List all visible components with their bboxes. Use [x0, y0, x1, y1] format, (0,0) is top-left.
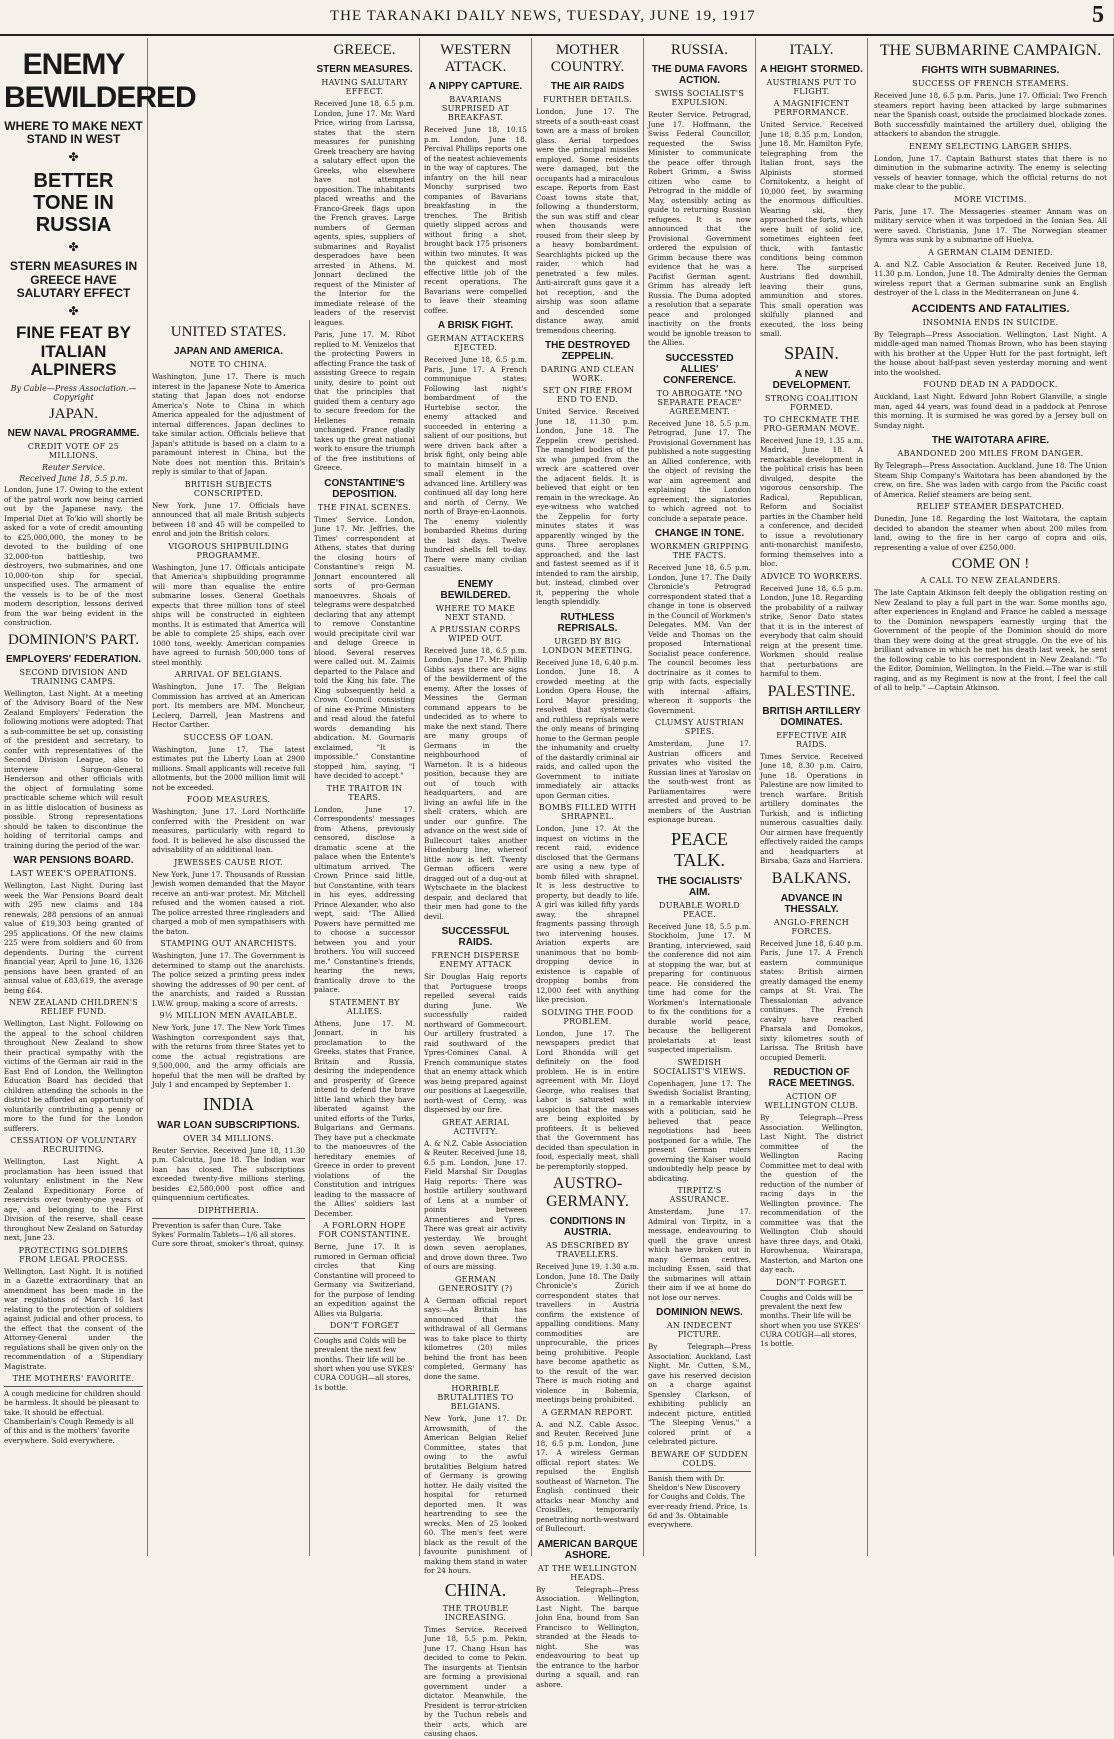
- article-body: A. & N.Z. Cable Association & Reuter. Received June 18, 6.5 p.m. London, June 17. Field Marshal Sir Douglas Haig reports: There was hostile artillery southward of Lens at a number of points between Armentieres and Ypres. There was great air activity yesterday. We brought down seven aeroplanes, and drove down three. Two of ours are missing.: [424, 1138, 527, 1271]
- subhead: STRONG COALITION FORMED.: [764, 393, 859, 412]
- subhead-last-week: LAST WEEK'S OPERATIONS.: [10, 869, 137, 878]
- subhead: ANGLO-FRENCH FORCES.: [773, 917, 850, 936]
- ad-heading: DON'T FORGET.: [775, 1277, 848, 1287]
- subhead-legal-process: PROTECTING SOLDIERS FROM LEGAL PROCESS.: [18, 1245, 129, 1264]
- subhead: HAVING SALUTARY EFFECT.: [321, 78, 408, 96]
- subhead: CONDITIONS IN AUSTRIA.: [549, 1216, 626, 1238]
- section-dominions-part: DOMINION'S PART.: [8, 631, 139, 648]
- article-body: Reuter Service. Petrograd, June 17. Hoffmann, the Swiss Federal Councillor, requested the Swiss Minister to communicate the peace offer through Robert Grimm, a Swiss citizen who came to Petrograd in the middle of May, ostensibly acting as guide to returning Russian refugees. It is now announced that the Provisional Government ordered the expulsion of Grimm because there was evidence that he was a Pacifist German agent. Grimm has already left Russia. The Duma adopted a resolution that a separate peace and prolonged inactivity on the fronts would be ignoble treason to the Allies.: [648, 110, 751, 347]
- article-body: Wellington, Last Night. It is notified in a Gazette extraordinary that an amendment has been made in the war regulations of March 16 last relating to the protection of soldiers against judicial and other process, to the effect that the consent of the Attorney-General under the regulations shall be given only on the recommendation of a Stipendiary Magistrate.: [4, 1266, 143, 1371]
- article-body: Received June 18, 6.5 p.m. Paris, June 17. A French communique states: Following last night's bombardment of the Hurtebise sector, the enemy attacked and succeeded in entering a salient of our positions, but were driven back after a brisk fight, only being able to maintain himself in a small element in the advanced line. Artillery was continued all day long here and north of Cerny. We north of Braye-en-Laonnois. The enemy violently bombarded Rheims during the last days. Twelve hundred shells fell to-day. There were many civilian casualties.: [424, 355, 527, 573]
- subhead: STATEMENT BY ALLIES.: [329, 997, 400, 1016]
- subhead-children-fund: NEW ZEALAND CHILDREN'S RELIEF FUND.: [9, 998, 138, 1016]
- subhead: STERN MEASURES.: [316, 64, 413, 75]
- article-body: London, June 17. Captain Bathurst states that there is no diminution in the submarine activity. The enemy is selecting vessels of heavier tonnage, which the official returns do not make clear to the public.: [874, 153, 1107, 191]
- article-body: A. and N.Z. Cable Association & Reuter. Received June 18, 11.30 p.m. London, June 18. The Admiralty denies the German wireless report that a German submarine sunk an English destroyer of the L class in the Mediterranean on June 4.: [874, 259, 1107, 297]
- article-body: Reuter Service. Received June 18, 11.30 p.m. Calcutta, June 18. The Indian war loan has closed. The subscriptions exceeded twenty-five millions sterling, besides £2,580,000 post office and quinquennium certificates.: [152, 1145, 305, 1202]
- article-body: Received June 19, 1.30 a.m. London, June 18. The Daily Chronicle's Zurich correspondent states that travellers in Austria confirm the existence of appalling conditions. Many commodities are unprocurable, the prices being prohibitive. People have become apathetic as to the result of the war. There is much rioting and violence in Bohemia, meetings being prohibited.: [536, 1262, 639, 1404]
- subhead: GREAT AERIAL ACTIVITY.: [442, 1117, 509, 1136]
- subhead: A FORLORN HOPE FOR CONSTANTINE.: [318, 1221, 411, 1239]
- section-india: INDIA: [203, 1093, 254, 1114]
- article-body: Received June 18, 6.5 p.m. London, June 17. Mr. Ward Price, wiring from Larissa, states that the stern measures for punishing Greek treachery are having a salutary effect upon the Greeks, who elsewhere have not attempted opposition. The inhabitants placed wreaths and the Franco-Greek flags upon the French graves. Large numbers of German agents, spies, suppliers of submarines and Royalist desperadoes have been arrested in Athens. M. Jonnart declined the request of the Minister of the Interior for the immediate release of the leaders of the reservist leagues.: [314, 99, 415, 327]
- section-china: CHINA.: [444, 1579, 507, 1600]
- article-body: Washington, June 17. Officials anticipate that America's shipbuilding programme will more than equalise the entire submarine losses. General Goethals expects that three million tons of steel ships will be constructed in eighteen months. It is estimated that America will be able to complete 25 ships, each over 1000 tons, weekly. American companies have agreed to furnish 500,000 tons of steel monthly.: [152, 562, 305, 667]
- subhead: THE FINAL SCENES.: [317, 502, 412, 512]
- subhead: FRENCH DISPERSE ENEMY ATTACK: [431, 951, 520, 969]
- subhead: BRITISH SUBJECTS CONSCRIPTED.: [184, 479, 273, 498]
- subhead: THE WAITOTARA AFIRE.: [931, 435, 1050, 446]
- section-palestine: PALESTINE.: [767, 682, 856, 700]
- subhead: SWEDISH SOCIALIST'S VIEWS.: [653, 1057, 746, 1076]
- article-body: London, June 17. At the inquest on victims in the recent raid, evidence disclosed that the Germans are using a new type of bomb filled with shrapnel. It is less destructive to property, but deadly to life. A girl was killed fifty yards away, the shrapnel fragments passing through two intervening houses. Aviation experts are unanimous that no bomb-dropping device in existence is capable of dropping bombs from 12,000 feet with anything like precision.: [536, 824, 639, 1004]
- subhead-naval-programme: NEW NAVAL PROGRAMME.: [7, 428, 140, 439]
- subhead: ENEMY BEWILDERED.: [440, 578, 511, 601]
- subhead: SET ON FIRE FROM END TO END.: [542, 386, 633, 404]
- column-4: [420, 38, 532, 1738]
- section-mother-country: MOTHER COUNTRY.: [550, 42, 625, 75]
- subhead: THE DUMA FAVORS ACTION.: [651, 64, 748, 86]
- article-body: Times Service. Received June 18, 5.5 p.m. Pekin, June 17. Chang Hsun has decided to come to Pekin. The insurgents at Tientsin are forming a provisional government under a dictator. Meanwhile, the President is terror-stricken by the Tuchun rebels and their acts, which are causing chaos.: [424, 1624, 527, 1738]
- article-body: New York, June 17. Dr. Arrowsmith, of the American Belgian Relief Committee, states that owing to the awful brutalities Belgium hatred of Germany is growing hotter. He daily visited the hospital for returned deported men. It was heartrending to see the wrecks. Men of 25 looked 60. The men's feet were black as the result of the favourite punishment of making them stand in water for 24 hours.: [424, 1414, 527, 1575]
- subhead-credit-vote: CREDIT VOTE OF 25 MILLIONS.: [27, 442, 120, 460]
- article-body: Auckland, Last Night. Edward John Robert Glanville, a single man, aged 44 years, was found dead in a paddock at Penrose this morning. It is surmised he was gored by a Jersey bull on Sunday night.: [874, 392, 1107, 430]
- article-body: New York, June 17. Officials have announced that all male British subjects between 18 and 45 will be compelled to enrol and join the British colors.: [152, 500, 305, 538]
- subhead: ACTION OF WELLINGTON CLUB.: [764, 1092, 859, 1110]
- subhead: WAR LOAN SUBSCRIPTIONS.: [157, 1119, 300, 1131]
- subhead: A PRUSSIAN CORPS WIPED OUT.: [430, 624, 521, 643]
- subhead: ENEMY SELECTING LARGER SHIPS.: [908, 141, 1073, 151]
- subhead: AT THE WELLINGTON HEADS.: [537, 1563, 638, 1582]
- article-body: By Telegraph—Press Association. Wellington, Last Night. The barque John Ena, bound from San Francisco to Wellington, stranded at the Heads to-night. She was endeavouring to beat up the entrance to the harbor during a squall, and ran ashore.: [536, 1584, 639, 1689]
- article-body: Washington, June 17. The latest estimates put the Liberty Loan at 2900 millions. Small applicants will receive full allotments, but the 2000 million limit will not be exceeded.: [152, 744, 305, 792]
- subhead: A GERMAN REPORT.: [541, 1407, 634, 1417]
- subhead: OVER 34 MILLIONS.: [183, 1133, 274, 1143]
- headline-where-next-stand: WHERE TO MAKE NEXT STAND IN WEST: [4, 119, 143, 147]
- column-2: [148, 320, 310, 1556]
- column-6: [644, 38, 756, 1556]
- ornament: ✤: [68, 240, 79, 255]
- section-balkans: BALKANS.: [771, 869, 852, 887]
- article-body: Received June 18, 6.40 p.m. Paris, June 17. A French eastern communique states: British airmen greatly damaged the enemy camps at St. Vrai. The Thessalonian advance continues. The French cavalry have reached Pharsala and Domokos, sixty kilometres south of Larissa. The British have occupied Demerli.: [760, 938, 863, 1062]
- subhead: TO ABROGATE "NO SEPARATE PEACE" AGREEMENT.: [656, 388, 743, 416]
- subhead: SUCCESS OF FRENCH STEAMERS.: [912, 79, 1069, 88]
- article-body: London, June 17. The streets of a south-east coast town are a mass of broken glass. Aerial torpedoes were the principal missiles employed. Some residents were damaged, but the occupants had a miraculous escape. Reports from East Coast towns state that, following a thunderstorm, the sun was stiff and clear when thousands were roused from their sleep by a heavy bombardment. Searchlights picked up the raider, which had penetrated a few miles. Anti-aircraft guns gave it a hot reception, and the airship was soon aflame and descended some distance away, amid tremendous cheering.: [536, 107, 639, 335]
- dateline: Reuter Service.: [41, 463, 106, 472]
- article-body: Received June 18, 5.5 p.m. Stockholm, June 17. M Branting, interviewed, said the conference did not aim at stopping the war, but at preparing for continuous peace. He considered the time had come for the Workmen's Internationale to fix the conditions for a durable world peace, because the belligerent proletariats at least suspected imperialism.: [648, 921, 751, 1054]
- subhead: SWISS SOCIALIST'S EXPULSION.: [654, 89, 745, 107]
- subhead: A BRISK FIGHT.: [437, 320, 514, 331]
- article-body: By Telegraph—Press Association. Auckland, Last Night. Mr. Cutten, S.M., gave his reserved decision on a charge against Spensley Clarkson, of exhibiting publicly an indecent picture, entitled "The Sleeping Venus," a colored print of a celebrated picture.: [648, 1342, 751, 1446]
- section-peace-talk: PEACE TALK.: [670, 828, 728, 870]
- headline-stern-measures-greece: STERN MEASURES IN GREECE HAVE SALUTARY EFFECT: [9, 259, 138, 300]
- dateline: Received June 18, 5.5 p.m.: [19, 474, 128, 483]
- section-greece: GREECE.: [333, 42, 396, 58]
- subhead: A MAGNIFICENT PERFORMANCE.: [773, 99, 850, 117]
- subhead: GERMAN ATTACKERS EJECTED.: [426, 334, 525, 352]
- subhead: ADVICE TO WORKERS.: [760, 571, 863, 581]
- advertisement: Prevention is safer than Cure. Take Sykes' Formalin Tablets—1/6 all stores. Cure sore throat, smoker's throat, quinsy.: [152, 1218, 305, 1249]
- subhead: DOMINION NEWS.: [656, 1307, 743, 1318]
- column-5: [532, 38, 644, 1689]
- article-body: Wellington, Last Night. A proclamation has been issued that voluntary enlistment in the New Zealand Expeditionary Force of reservists over twenty-one years of age, and belonging to the First Division of the reserve, shall cease throughout New Zealand on Saturday next, June 23.: [4, 1157, 143, 1242]
- article-body: Wellington, Last Night. At a meeting of the Advisory Board of the New Zealand Employers' Federation the following motions were adopted: That a sub-committee be set up, consisting of the president and secretary, to confer with representatives of the Second Division League, also to interview Surgeon-General Henderson and other officials with the object of formulating some practicable scheme which will result in as little dislocation of business as possible. Strong representations should be taken to discontinue the holding of territorial camps and training during the period of the war.: [4, 688, 143, 850]
- article-body: Wellington, Last Night. During last week the War Pensions Board dealt with 295 new claims and 184 renewals, 288 pensions of an annual value of £19,303 being granted of 295 applications. Of the new claims 225 were from soldiers and 60 from dependents. During the current financial year, April to June 16, 1326 pensions have been granted of an annual value of £83,619, the average being £64.: [4, 881, 143, 995]
- ad-heading: BEWARE OF SUDDEN COLDS.: [650, 1449, 749, 1468]
- subhead-training-camps: SECOND DIVISION AND TRAINING CAMPS.: [19, 667, 128, 686]
- article-body: Washington, June 17. The Belgian Commission has arrived at an American port. Its members are MM. Moncheur, Leclerq, Darrell, Jean Mastrens and Hector Carther.: [152, 682, 305, 729]
- subhead: THE AIR RAIDS: [550, 81, 625, 92]
- subhead-note-china: NOTE TO CHINA.: [189, 360, 268, 369]
- subhead: AN INDECENT PICTURE.: [666, 1321, 733, 1339]
- subhead: 9½ MILLION MEN AVAILABLE.: [159, 1011, 298, 1020]
- subhead: TIRPITZ'S ASSURANCE.: [669, 1186, 730, 1204]
- subhead: DARING AND CLEAN WORK.: [540, 365, 635, 383]
- section-spain: SPAIN.: [784, 342, 839, 363]
- subhead: A GERMAN CLAIM DENIED.: [928, 247, 1053, 257]
- section-united-states: UNITED STATES.: [170, 324, 287, 340]
- article-body: Berne, June 17. It is rumored in German official circles that King Constantine will proceed to Germany via Switzerland, for the purpose of lending an expedition against the Allies via Bulgaria.: [314, 1242, 415, 1318]
- subhead: SUCCESSTED ALLIES' CONFERENCE.: [663, 352, 736, 386]
- subhead: ADVANCE IN THESSALY.: [780, 892, 843, 915]
- subhead-employers: EMPLOYERS' FEDERATION.: [6, 653, 141, 665]
- subhead: SUCCESSFUL RAIDS.: [441, 926, 510, 948]
- article-body: Received June 19, 1.35 a.m. Madrid, June 18. A remarkable development in the political crisis has been divulged, despite the vigorous censorship. The Radical, Republican, Reform and Socialist parties in the Chamber held a conference, and decided to issue a revolutionary anti-monarchist manifesto, forming themselves into a bloc.: [760, 435, 863, 568]
- article-body: Copenhagen, June 17. The Swedish Socialist Branting, in a remarkable interview with a politician, said he believed that peace negotiations had been postponed for a while. The present German rulers governing the Kaiser would undoubtedly help peace by abdicating.: [648, 1078, 751, 1183]
- article-body: London, June 17. Correspondents' messages from Athens, previously censored, disclose a dramatic scene at the palace when the Entente's ultimatum arrived. The Crown Prince said little, but Constantine, with tears in his eyes, addressing Prince Alexander, who also wept, said: "The Allied Powers have permitted me to choose a successor between you and your brothers. You will succeed me." Constantine's friends, hearing the news, frantically drove to the palace.: [314, 804, 415, 994]
- subhead: JEWESSES CAUSE RIOT.: [174, 857, 283, 867]
- ad-heading: THE MOTHERS' FAVORITE.: [12, 1374, 135, 1383]
- subhead: BRITISH ARTILLERY DOMINATES.: [762, 705, 861, 728]
- article-body: Times' Service. London, June 17. Mr. Jeffries, the Times' correspondent at Athens, states that during the closing hours of Constantine's reign M. Jonnart encountered all sorts of pro-German manoeuvres. Shoals of telegrams were despatched declaring that any attempt to remove Constantine would precipitate civil war and deluge Greece in blood. Several reserves were called out. M. Zaimis departed to the Palace and told the King his fate. The King subsequently held a Crown Council consisting of nine ex-Prime Ministers and read aloud the fateful words demanding his abdication. M. Gournaris exclaimed, "It is impossible." Constantine stopped him, saying, "I have decided to accept.": [314, 514, 416, 780]
- section-submarine-campaign: THE SUBMARINE CAMPAIGN.: [879, 42, 1102, 59]
- article-body: New York, June 17. Thousands of Russian Jewish women demanded that the Mayor receive an anti-war protest. Mr. Mitchell refused and the women caused a riot. The police arrested three ringleaders and charged a mob of men sympathisers with the baton.: [152, 869, 305, 936]
- article-body: A. and N.Z. Cable Assoc. and Reuter. Received June 18, 6.5 p.m. London, June 17. A wireless German official report states: We repulsed the English southeast of Warneton. The English continued their attacks near Monchy and Croisilles, temporarily penetrating north-westward of Bullecourt.: [536, 1419, 639, 1533]
- article-body: Received June 18, 5.5 p.m. Petrograd, June 17. The Provisional Government has published a note suggesting an Allied conference, with the object of revising the war aim agreement and explaining the London agreement, the signatories to which agreed not to conclude a separate peace.: [648, 418, 751, 523]
- section-japan: JAPAN.: [48, 406, 99, 422]
- article-body: London, June 17. Owing to the extent of the patrol work now being carried out by the Japanese navy, the Imperial Diet at To'kio will shortly be asked for a vote of credit amounting to £25,000,000, the money to be devoted to the building of one 32,000-ton battleship, two destroyers, two submarines, and one 10,000-ton ship for special, unspecified uses. The armament of the vessels is to be of the most modern description, lessons derived from the war being evident in the construction.: [4, 485, 143, 627]
- section-russia: RUSSIA.: [670, 42, 729, 58]
- subhead: VIGOROUS SHIPBUILDING PROGRAMME.: [168, 541, 289, 560]
- article-body: Paris, June 17. The Messageries steamer Annam was on military service when it was torpedoed in the Ionian Sea. All were saved. Christiania, June 17. The Norwegian steamer Symra was sunk by a submarine off Huelva.: [874, 206, 1107, 244]
- subhead: AMERICAN BARQUE ASHORE.: [537, 1538, 638, 1561]
- advertisement: Coughs and Colds will be prevalent the next few months. Their life will be short when you use SYKES' CURA COUGH—all stores, 1s bottle.: [314, 1333, 415, 1392]
- subhead: ARRIVAL OF BELGIANS.: [174, 670, 283, 679]
- subhead: THE TROUBLE INCREASING.: [442, 1603, 509, 1622]
- article-body: Received June 18, 10.15 p.m. London, June 18. Percival Phillips reports one of the neatest achievements in the way of captures. The infantry on the hill near Monchy surprised two companies of Bavarians breakfasting in the trenches. The British quietly slipped across and without firing a shot, brought back 175 prisoners within two minutes. It was the quickest and most effective little job of the recent operations. The Bavarians were compelled to leave their steaming coffee.: [424, 125, 527, 315]
- ornament: ✤: [68, 303, 79, 318]
- article-body: A German official report says:—As Britain has announced that the withdrawal of all Germans was to take place to thirty kilometres (20) miles behind the front has been completed, Germany has done the same.: [424, 1295, 527, 1381]
- subhead: BOMBS FILLED WITH SHRAPNEL.: [538, 803, 637, 821]
- subhead: FURTHER DETAILS.: [543, 95, 632, 104]
- article-body: The late Captain Atkinson felt deeply the obligation resting on New Zealand to play a full part in the war. Some months ago, after experiences in England and France he cabled a message to the Dominion newspapers earnestly urging that the Government of the people of the Dominion should do more than they were doing at the great struggle. On the eve of his brilliant advance in which he met his death last week, he sent the following cable to his correspondent in New Zealand: "To the Editor, Dominion, Wellington. In the Field.—The war is still raging, and as my Regiment is now at the front, I feel the call of all to help." —Captain Atkinson.: [874, 588, 1107, 692]
- subhead: GERMAN GENEROSITY (?): [438, 1274, 513, 1293]
- section-italy: ITALY.: [789, 42, 834, 58]
- article-body: Washington, June 17. There is much interest in the Japanese Note to America stating that Japan does not endorse America's Note to China in which America appealed for the adjustment of internal differences. Japan declines to take similar action. Officials believe that Japan's attitude is based on a claim to a paramount interest in China, but the Note does not mention this. Britain's reply is similar to that of Japan.: [152, 372, 305, 476]
- section-western-attack: WESTERN ATTACK.: [440, 42, 511, 75]
- article-body: Received June 18, 6.5 p.m. Paris, June 17. Official: Two French steamers report having been attacked by large submarines near the Spanish coast, outside the proclaimed blockade zones. Both successfully maintained the artillery duel, obliging the attackers to abandon the struggle.: [874, 91, 1107, 138]
- subhead-voluntary-recruiting: CESSATION OF VOLUNTARY RECRUITING.: [10, 1136, 137, 1154]
- subhead: MORE VICTIMS.: [954, 194, 1027, 204]
- subhead: TO CHECKMATE THE PRO-GERMAN MOVE.: [763, 414, 860, 433]
- subhead: A NIPPY CAPTURE.: [428, 81, 523, 92]
- article-body: Wellington, Last Night. Following on the appeal to the school children throughout New Zealand to show their practical sympathy with the victims of the German air raid in the East End of London, the Wellington Education Board has decided that children attending the schools in the district be afforded an opportunity of voluntarily contributing a penny or more to the fund for the London sufferers.: [4, 1019, 143, 1133]
- subhead: A NEW DEVELOPMENT.: [772, 368, 851, 391]
- page-number: 5: [1092, 2, 1104, 28]
- article-body: Received June 18, 6.40 p.m. London, June 18. A crowded meeting at the London Opera House, the Lord Mayor presiding, resolved that systematic and ruthless reprisals were the only means of bringing home to the German people the inhumanity and cruelty of the dastardly criminal air raids, and called upon the Government to initiate immediately air attacks upon German cities.: [536, 657, 639, 800]
- subhead: DURABLE WORLD PEACE.: [659, 900, 740, 919]
- subhead: THE DESTROYED ZEPPELIN.: [544, 340, 630, 362]
- column-3: [310, 38, 420, 1556]
- article-body: New York, June 17. The New York Times Washington correspondent says that, with the returns from three States yet to come the actual registrations are 9,500,000, and the army officials are hopeful that the men will be drafted by July 1 and encamped by September 1.: [152, 1023, 305, 1089]
- subhead: EFFECTIVE AIR RAIDS.: [776, 730, 847, 749]
- article-body: Received June 18, 6.5 p.m. London, June 17. Mr. Phillip Gibbs says there are signs of the bewilderment of the enemy. After the losses of Messines the German command appears to be undecided as to where to make the next stand. There are many groups of Germans in the neighbourhood of Warneton. It is a hideous position, because they are out of touch with headquarters, and are living an awful life in the shell craters, which are under our gunfire. The advance on the west side of Bullecourt takes another Hindenburg line, whereof little now is left. Twenty German officers were dragged out of a dug-out at Wytschaete in the blackest despair, and declared that their men had gone to the devil.: [424, 645, 527, 921]
- subhead: CHANGE IN TONE.: [654, 528, 745, 539]
- article-body: Times Service. Received June 18, 8.30 p.m. Cairo, June 18. Operations in Palestine are now limited to trench warfare. British artillery dominates the Turkish, and is inflicting numerous casualties daily. Our airmen have frequently effectively raided the camps and headquarters at Birsaba, Gaza and Harriera.: [760, 751, 864, 865]
- article-body: Washington, June 17. The Government is determined to stamp out the anarchists. The police seized a printing press index showing the addresses of 90 per cent. of the anarchists, and raided a Russian I.W.W. group, making a score of arrests.: [152, 951, 305, 1008]
- article-body: Amsterdam, June 17. Austrian officers and privates who visited the Russian lines at Yaroslav on the south-west front as Parliamentaires were arrested and proved to be members of the Austrian espionage bureau.: [648, 739, 751, 824]
- headline-better-tone-russia: BETTER TONE IN RUSSIA: [33, 170, 114, 237]
- article-body: London, June 17. The newspapers predict that Lord Rhondda will get definitely on the food problem. He is in entire agreement with Mr. Lloyd George, who realises that Labor is saturated with suspicion that the masses are being exploited by profiteers. It is believed that the Government has decided than speculation in food, especially meat, shall be peremptorily stopped.: [536, 1028, 639, 1171]
- byline: By Cable—Press Association.—Copyright: [10, 384, 137, 402]
- masthead: [0, 0, 1114, 36]
- subhead: RELIEF STEAMER DESPATCHED.: [916, 502, 1065, 511]
- article-body: Sir Douglas Haig reports that Portuguese troops repelled several raids during June. We successfully raided northward of Gommecourt. Our artillery frustrated a raid southward of the Ypres-Comines Canal. A French communique states that an enemy attack which was being prepared against our positions at Laegesville, north-west of Cerny, was dispersed by our fire.: [424, 972, 527, 1114]
- headline-italian-alpiners: FINE FEAT BY ITALIAN ALPINERS: [16, 322, 131, 380]
- subhead: THE SOCIALISTS' AIM.: [656, 875, 743, 898]
- article-body: United Service. Received June 18, 8.35 p.m. London, June 18. Mr. Hamilton Fyfe, telegraphing from the Italian front, says the Alpinists stormed Cornitokentz, a height of 10,000 feet, by swarming the enormous difficulties. Wearing ski, they approached the forts, which were built of solid ice, sometimes eighteen feet thick, with fantastic conditions being common here. The surprised Austrians fled downhill, leaving their guns, ammunition and stores. This small operation was skilfully planned and executed, the loss being small.: [760, 120, 863, 338]
- masthead-title: THE TARANAKI DAILY NEWS, TUESDAY, JUNE 19, 1917: [330, 8, 756, 24]
- subhead: FOUND DEAD IN A PADDOCK.: [923, 380, 1058, 389]
- subhead: FOOD MEASURES.: [186, 795, 271, 804]
- headline-enemy-bewildered: ENEMY BEWILDERED: [4, 48, 196, 114]
- article-body: Received June 18, 6.5 p.m. London, June 18. Regarding the probability of a railway strike, Senor Dato states that it is in the interest of everybody that calm should reign at the present time. Workmen should realise that perturbations are harmful to them.: [760, 583, 863, 678]
- ad-heading: DON'T FORGET: [329, 1321, 400, 1330]
- section-come-on: COME ON !: [951, 556, 1030, 572]
- article-body: Athens, June 17. M. Jonnart, in his proclamation to the Greeks, states that France, Britain and Russia, desiring the independence and prosperity of Greece intend to defend the brave little land which they have liberated against the united efforts of the Turks, Bulgarians and Germans. They have put a checkmate to the manoeuvres of the hereditary enemies of Greece in order to prevent violations of the Constitution and intrigues leading to the massacre of the Allies' soldiers last December.: [314, 1018, 415, 1218]
- article-body: Paris, June 17. M. Ribot replied to M. Venizelos that the protecting Powers in affecting France the task of assisting Greece to regain unity, desire to point out that the principles that guided them a century ago to secure freedom for the Hellenes remain unchanged. France gladly takes up the great national work to ensure the triumph of the free institutions of Greece.: [314, 330, 415, 472]
- subhead: SUCCESS OF LOAN.: [183, 732, 274, 742]
- advertisement: Coughs and Colds will be prevalent the next few months. Their life will be short when you use SYKES' CURA COUGH—all stores, 1s bottle.: [760, 1290, 863, 1349]
- subhead: HORRIBLE BRUTALITIES TO BELGIANS.: [437, 1384, 514, 1411]
- subhead: WORKMEN GRIPPING THE FACTS.: [650, 542, 749, 560]
- subhead: STAMPING OUT ANARCHISTS.: [160, 939, 297, 948]
- subhead: CONSTANTINE'S DEPOSITION.: [324, 477, 405, 500]
- article-body: By Telegraph—Press Association. Wellington, Last Night. A middle-aged man named Thomas Brown, who has been staying with his brother at the Upper Hutt for the past fortnight, left the house about half-past seven yesterday morning and went into the woolshed.: [874, 329, 1107, 377]
- subhead: AS DESCRIBED BY TRAVELLERS.: [545, 1241, 630, 1259]
- subhead: A HEIGHT STORMED.: [760, 64, 863, 75]
- article-body: United Service. Received June 18, 11.30 p.m. London, June 18. The Zeppelin crew perished. The mangled bodies of the six who jumped from the wreck are scattered over the adjacent fields. It is believed that eight or ten remain in the wreckage. An eye-witness who watched the Zeppelin for forty minutes states it was apparently winged by the guns. Three aeroplanes approached, and the last and fastest seemed as if it intended to ram the airship, but, instead, climbed over it, peppering the whole length splendidly.: [536, 407, 639, 606]
- article-body: By Telegraph—Press Association. Auckland, June 18. The Union Steam Ship Company's Waitotara has been abandoned by the crew, on fire. She was laden with cargo from the Pacific coast of America. Relief steamers are being sent.: [874, 461, 1107, 499]
- section-austro-germany: AUSTRO-GERMANY.: [546, 1175, 629, 1210]
- subhead: RUTHLESS REPRISALS.: [557, 611, 618, 634]
- subhead: WHERE TO MAKE NEXT STAND.: [435, 603, 516, 622]
- advertisement: A cough medicine for children should be harmless. It should be pleasant to take. It should be effectual. Chamberlain's Cough Remedy is all of this and is the mothers' favorite everywhere. Sold everywhere.: [4, 1386, 143, 1445]
- subhead: AUSTRIANS PUT TO FLIGHT.: [766, 78, 857, 96]
- subhead: BAVARIANS SURPRISED AT BREAKFAST.: [441, 95, 510, 122]
- article-body: By Telegraph—Press Association. Wellington, Last Night. The district committee of the Wellington Racing Committee met to deal with the question of the reduction of the number of racing days in the Wellington province. The recommendation of the committee was that the Wellington Club should have three days, and Otaki, Horowhenua, Wairarapa, Masterton, and Marton one day each.: [760, 1113, 863, 1274]
- article-body: Dunedin, June 18. Regarding the lost Waitotara, the captain decided to abandon the steamer when about 200 miles from land, owing to the fire in her cargo of copra and oils, representing a value of over £250,000.: [874, 514, 1107, 552]
- subhead: INSOMNIA ENDS IN SUICIDE.: [922, 317, 1059, 327]
- column-7: [756, 38, 868, 1556]
- subhead: CLUMSY AUSTRIAN SPIES.: [654, 718, 745, 736]
- subhead-japan-america: JAPAN AND AMERICA.: [173, 346, 284, 357]
- subhead: REDUCTION OF RACE MEETINGS.: [768, 1067, 855, 1089]
- subhead: THE TRAITOR IN TEARS.: [326, 783, 403, 802]
- column-1: [0, 38, 196, 1556]
- subhead: SOLVING THE FOOD PROBLEM.: [541, 1007, 634, 1026]
- section-accidents: ACCIDENTS AND FATALITIES.: [911, 302, 1070, 315]
- article-body: Amsterdam, June 17. Admiral von Tirpitz, in a message, endeavouring to quell the grave unrest which have broken out in many German centres, including Essen, said that the submarines will attain their aim if we at home do not lose our nerves.: [648, 1207, 751, 1302]
- ad-heading: DIPHTHERIA.: [198, 1205, 259, 1215]
- subhead: URGED BY BIG LONDON MEETING.: [542, 636, 633, 655]
- subhead: A CALL TO NEW ZEALANDERS.: [920, 576, 1061, 585]
- ornament: ✤: [68, 150, 79, 165]
- article-body: Washington, June 17. Lord Northcliffe conferred with the President on war measures, particularly with regard to food. It is believed he also discussed the advisability of an additional loan.: [152, 807, 305, 854]
- column-8: [868, 38, 1114, 1556]
- advertisement: Banish them with Dr. Sheldon's New Discovery for Coughs and Colds. The ever-ready friend. Price, 1s 6d and 3s. Obtainable everywhere.: [648, 1471, 751, 1530]
- subhead: ABANDONED 200 MILES FROM DANGER.: [897, 449, 1084, 458]
- article-body: Received June 18, 6.5 p.m. London, June 17. The Daily Chronicle's Petrograd correspondent stated that a change in tone is observed in the Council of Workmen's Delegates. MM. Van der Velde and Thomas on the proposed International Socialist peace conference. The council becomes less doctrinaire as it comes to grip with facts, especially with internal affairs, whereon it supports the Government.: [648, 563, 751, 715]
- subhead: FIGHTS WITH SUBMARINES.: [921, 65, 1060, 76]
- subhead-war-pensions: WAR PENSIONS BOARD.: [13, 855, 134, 866]
